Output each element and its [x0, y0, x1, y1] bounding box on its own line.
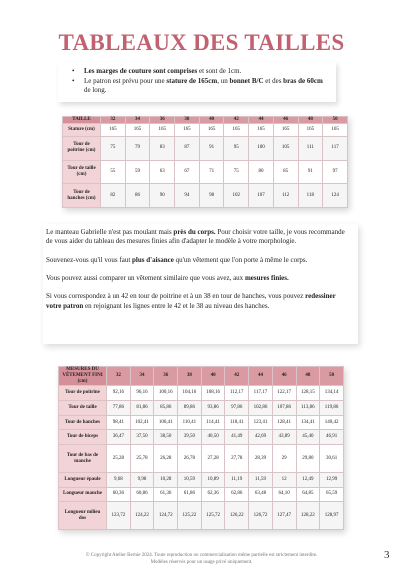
finished-measurements-table: [58, 366, 344, 530]
table-cell: 128,97: [320, 502, 344, 530]
table-row: [59, 472, 344, 487]
row-label: Tour de poitrine (cm): [63, 136, 101, 160]
table-cell: 113,86: [296, 400, 320, 415]
table-cell: 124,72: [154, 502, 178, 530]
table-cell: 124: [323, 184, 348, 208]
table-cell: 165: [249, 124, 274, 137]
table-cell: 67: [175, 160, 200, 184]
table-cell: 95: [224, 136, 249, 160]
table-cell: 12: [272, 472, 296, 487]
table-cell: 12,99: [320, 472, 344, 487]
size-column-header: 38: [175, 117, 200, 124]
table-cell: 165: [273, 124, 298, 137]
page-number: 3: [384, 549, 390, 561]
paragraph-bold: redessiner votre patron: [46, 292, 336, 310]
note-bold: Les marges de couture sont comprises: [84, 67, 198, 75]
table-cell: 26,28: [154, 445, 178, 473]
table-cell: 85: [273, 160, 298, 184]
size-column-header: 42: [224, 117, 249, 124]
table-cell: 63,48: [249, 487, 273, 502]
table-cell: 123,41: [249, 415, 273, 430]
table-cell: 65,59: [320, 487, 344, 502]
table-cell: 127,47: [272, 502, 296, 530]
table-cell: 27,78: [225, 445, 249, 473]
table-cell: 119,86: [320, 400, 344, 415]
table-cell: 29,80: [296, 445, 320, 473]
table-row: [59, 445, 344, 473]
table-cell: 10,59: [178, 472, 202, 487]
table-cell: 39,50: [178, 430, 202, 445]
table-cell: 117: [323, 136, 348, 160]
paragraph: [46, 274, 352, 283]
table-corner-header: MESURES DU VÊTEMENT FINI (cm): [59, 367, 107, 386]
size-column-header: 48: [296, 367, 320, 386]
table-cell: 94: [175, 184, 200, 208]
table-cell: 128,22: [296, 502, 320, 530]
table-cell: 9,68: [107, 472, 131, 487]
table-cell: 125,72: [201, 502, 225, 530]
table-cell: 91: [199, 136, 224, 160]
table-cell: 81,86: [130, 400, 154, 415]
size-column-header: 40: [201, 367, 225, 386]
size-column-header: 42: [225, 367, 249, 386]
paragraph-text: Souvenez-vous qu'il vous faut: [46, 255, 133, 264]
size-column-header: 38: [178, 367, 202, 386]
size-column-header: 46: [273, 117, 298, 124]
row-label: Tour de biceps: [59, 430, 107, 445]
table-cell: 55: [101, 160, 126, 184]
table-cell: 43,89: [272, 430, 296, 445]
table-cell: 102,41: [130, 415, 154, 430]
paragraph-text: Le manteau Gabrielle n'est pas moulant mais: [46, 228, 174, 236]
table-cell: 82: [101, 184, 126, 208]
note-item: [72, 67, 330, 77]
copyright-line: © Copyright Atelier Bernie 2024. Toute reproduction ou commercialisation même partielle est strictement interdite.: [85, 553, 318, 558]
table-row: [63, 124, 348, 137]
table-cell: 75: [101, 136, 126, 160]
table-cell: 77,86: [107, 400, 131, 415]
note-item: [72, 77, 330, 96]
table-cell: 128,41: [272, 415, 296, 430]
paragraph: [46, 256, 352, 265]
table-cell: 165: [323, 124, 348, 137]
table-cell: 124,22: [130, 502, 154, 530]
table-cell: 86: [125, 184, 150, 208]
table-row: [63, 136, 348, 160]
table-cell: 75: [224, 160, 249, 184]
paragraph-text: Vous pouvez aussi comparer un vêtement similaire que vous avez, aux: [46, 273, 245, 282]
table-cell: 100,16: [154, 386, 178, 401]
table-row: [63, 160, 348, 184]
table-cell: 98,41: [107, 415, 131, 430]
table-cell: 64,10: [272, 487, 296, 502]
row-label: Longueur milieu dos: [59, 502, 107, 530]
table-cell: 97,86: [225, 400, 249, 415]
table-cell: 89,86: [178, 400, 202, 415]
usage-line: Modèles réservés pour un usage privé uniquement.: [150, 560, 253, 565]
size-column-header: 34: [130, 367, 154, 386]
row-label: Tour de hanches (cm): [63, 184, 101, 208]
table-cell: 112: [273, 184, 298, 208]
table-cell: 100: [249, 136, 274, 160]
table-cell: 60,86: [130, 487, 154, 502]
table-cell: 62,86: [225, 487, 249, 502]
table-cell: 107: [249, 184, 274, 208]
size-column-header: 32: [107, 367, 131, 386]
table-cell: 92,16: [107, 386, 131, 401]
table-cell: 9,98: [130, 472, 154, 487]
size-column-header: 48: [298, 117, 323, 124]
table-cell: 111: [298, 136, 323, 160]
note-text: et des: [263, 76, 284, 85]
size-column-header: 46: [272, 367, 296, 386]
copyright-footer: [20, 552, 383, 566]
table-cell: 165: [175, 124, 200, 137]
table-cell: 42,69: [249, 430, 273, 445]
size-column-header: 34: [125, 117, 150, 124]
table-corner-header: TAILLE: [63, 117, 101, 124]
size-column-header: 36: [150, 117, 175, 124]
table-cell: 61,86: [178, 487, 202, 502]
table-cell: 118: [298, 184, 323, 208]
table-cell: 112,17: [225, 386, 249, 401]
paragraph-text: en rejoignant les lignes entre le 42 et le 38 au niveau des hanches.: [83, 301, 270, 310]
size-column-header: 50: [323, 117, 348, 124]
table-cell: 63: [150, 160, 175, 184]
table-cell: 71: [199, 160, 224, 184]
table-cell: 11,19: [225, 472, 249, 487]
paragraph-text: qu'un vêtement que l'on porte à même le corps.: [173, 255, 308, 264]
table-cell: 83: [150, 136, 175, 160]
table-cell: 40,50: [201, 430, 225, 445]
table-cell: 165: [298, 124, 323, 137]
paragraph-bold: mesures finies.: [244, 273, 289, 282]
table-cell: 46,91: [320, 430, 344, 445]
table-cell: 59: [125, 160, 150, 184]
table-cell: 38,50: [154, 430, 178, 445]
size-column-header: 40: [199, 117, 224, 124]
size-column-header: 32: [101, 117, 126, 124]
note-text: et sont de 1cm.: [197, 67, 242, 75]
size-column-header: 44: [249, 367, 273, 386]
table-cell: 11,59: [249, 472, 273, 487]
table-cell: 165: [150, 124, 175, 137]
table-row: [59, 400, 344, 415]
table-cell: 110,41: [178, 415, 202, 430]
table-cell: 128,15: [296, 386, 320, 401]
table-cell: 28,39: [249, 445, 273, 473]
paragraph-text: Si vous correspondez à un 42 en tour de poitrine et à un 38 en tour de hanches, vous pouvez: [46, 292, 306, 301]
paragraph: [46, 292, 352, 310]
note-text: Le patron est prévu pour une: [84, 76, 167, 85]
size-column-header: 50: [320, 367, 344, 386]
table-cell: 36,47: [107, 430, 131, 445]
table-cell: 93,86: [201, 400, 225, 415]
table-cell: 10,28: [154, 472, 178, 487]
table-cell: 80: [249, 160, 274, 184]
table-row: [59, 502, 344, 530]
table-cell: 134,41: [296, 415, 320, 430]
note-text: , un: [217, 76, 230, 85]
table-cell: 91: [298, 160, 323, 184]
table-cell: 165: [125, 124, 150, 137]
table-cell: 126,22: [225, 502, 249, 530]
size-column-header: 36: [154, 367, 178, 386]
row-label: Stature (cm): [63, 124, 101, 137]
table-cell: 10,89: [201, 472, 225, 487]
table-cell: 114,41: [201, 415, 225, 430]
table-cell: 61,36: [154, 487, 178, 502]
note-bold: bras de 60cm: [283, 76, 323, 85]
table-cell: 140,42: [320, 415, 344, 430]
size-column-header: 44: [249, 117, 274, 124]
table-row: [59, 430, 344, 445]
table-cell: 134,14: [320, 386, 344, 401]
table-cell: 85,86: [154, 400, 178, 415]
table-cell: 165: [199, 124, 224, 137]
table-cell: 117,17: [249, 386, 273, 401]
row-label: Longueur épaule: [59, 472, 107, 487]
table-cell: 12,49: [296, 472, 320, 487]
row-label: Longueur manche: [59, 487, 107, 502]
row-label: Tour de bas de manche: [59, 445, 107, 473]
table-cell: 165: [101, 124, 126, 137]
body-measurements-table: [62, 116, 348, 208]
table-cell: 96,16: [130, 386, 154, 401]
table-cell: 64,85: [296, 487, 320, 502]
table-cell: 104,16: [178, 386, 202, 401]
table-row: [59, 415, 344, 430]
table-row: [63, 184, 348, 208]
table-cell: 25,28: [107, 445, 131, 473]
table-cell: 87: [175, 136, 200, 160]
table-cell: 122,17: [272, 386, 296, 401]
row-label: Tour de poitrine: [59, 386, 107, 401]
table-cell: 102,86: [249, 400, 273, 415]
table-cell: 125,22: [178, 502, 202, 530]
table-row: [59, 487, 344, 502]
row-label: Tour de taille (cm): [63, 160, 101, 184]
table-cell: 126,72: [249, 502, 273, 530]
table-cell: 97: [323, 160, 348, 184]
table-cell: 60,36: [107, 487, 131, 502]
note-bold: bonnet B/C: [229, 76, 264, 85]
table-cell: 108,16: [201, 386, 225, 401]
note-bold: stature de 165cm: [166, 76, 218, 85]
table-cell: 123,72: [107, 502, 131, 530]
table-cell: 106,41: [154, 415, 178, 430]
table-cell: 37,50: [130, 430, 154, 445]
table-cell: 102: [224, 184, 249, 208]
table-cell: 25,78: [130, 445, 154, 473]
note-text: de long.: [84, 86, 107, 94]
table-cell: 27,28: [201, 445, 225, 473]
row-label: Tour de hanches: [59, 415, 107, 430]
table-cell: 62,36: [201, 487, 225, 502]
table-cell: 41,49: [225, 430, 249, 445]
table-cell: 165: [224, 124, 249, 137]
table-cell: 98: [199, 184, 224, 208]
table-cell: 45,40: [296, 430, 320, 445]
table-cell: 118,41: [225, 415, 249, 430]
table-cell: 79: [125, 136, 150, 160]
table-cell: 26,78: [178, 445, 202, 473]
construction-notes: [58, 62, 336, 102]
size-advice-text: [43, 224, 358, 344]
table-cell: 90: [150, 184, 175, 208]
paragraph-bold: près du corps.: [173, 228, 216, 236]
page-title: TABLEAUX DES TAILLES: [58, 30, 345, 55]
paragraph: [46, 228, 352, 246]
table-row: [59, 386, 344, 401]
table-cell: 29: [272, 445, 296, 473]
paragraph-bold: plus d'aisance: [132, 255, 174, 264]
row-label: Tour de taille: [59, 400, 107, 415]
table-cell: 105: [273, 136, 298, 160]
notes-list: [72, 67, 330, 96]
paragraph-text: Pour choisir votre taille, je vous recommande de vous aider du tableau des mesures finies afin d'adapter le modèle à votre morphologie.: [46, 228, 345, 246]
table-cell: 107,86: [272, 400, 296, 415]
table-cell: 30,61: [320, 445, 344, 473]
